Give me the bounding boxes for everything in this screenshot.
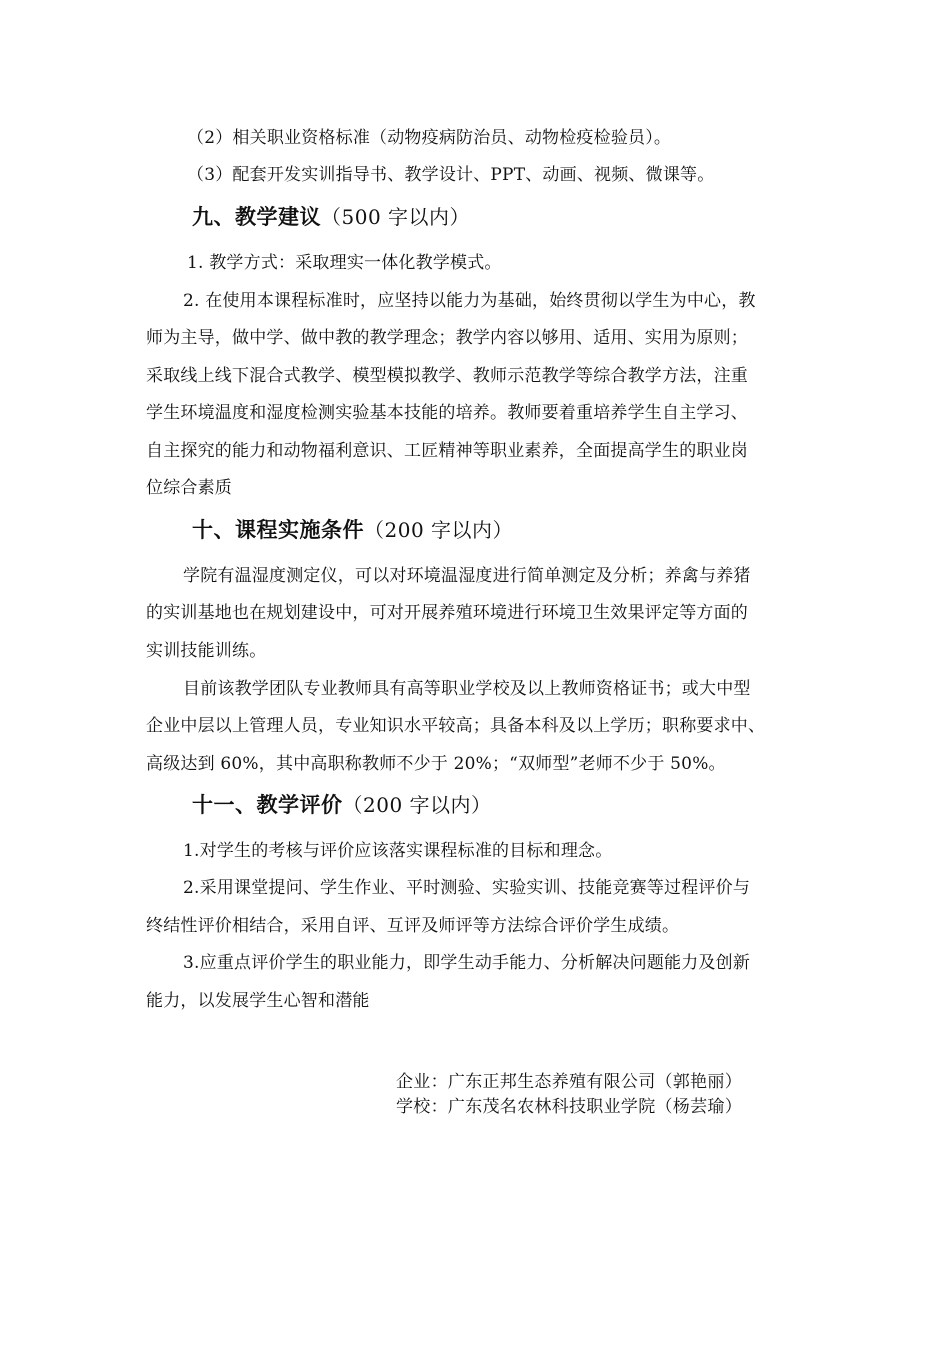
section9-paragraph-1: 1. 教学方式：采取理实一体化教学模式。 <box>187 253 502 273</box>
section8-item-2: （2）相关职业资格标准（动物疫病防治员、动物检疫检验员）。 <box>187 128 672 148</box>
section10-p1-line: 的实训基地也在规划建设中，可对开展养殖环境进行环境卫生效果评定等方面的 <box>146 603 748 623</box>
section9-heading <box>192 201 470 231</box>
section11-p2-line: 终结性评价相结合，采用自评、互评及师评等方法综合评价学生成绩。 <box>146 916 680 936</box>
section10-title: 十、课程实施条件 <box>192 517 364 542</box>
signature-school: 学校：广东茂名农林科技职业学院（杨芸瑜） <box>396 1097 742 1117</box>
section11-p3-line: 3.应重点评价学生的职业能力，即学生动手能力、分析解决问题能力及创新 <box>183 953 751 973</box>
section9-p2-line: 采取线上线下混合式教学、模型模拟教学、教师示范教学等综合教学方法，注重 <box>146 366 748 386</box>
section10-p2-line: 高级达到 60%，其中高职称教师不少于 20%；“双师型”老师不少于 50%。 <box>146 754 726 774</box>
section9-p2-line: 2. 在使用本课程标准时，应坚持以能力为基础，始终贯彻以学生为中心，教 <box>183 291 756 311</box>
section9-p2-line: 自主探究的能力和动物福利意识、工匠精神等职业素养，全面提高学生的职业岗 <box>146 441 748 461</box>
signature-enterprise: 企业：广东正邦生态养殖有限公司（郭艳丽） <box>396 1072 742 1092</box>
section11-p2-line: 2.采用课堂提问、学生作业、平时测验、实验实训、技能竞赛等过程评价与 <box>183 878 751 898</box>
section10-p1-line: 学院有温湿度测定仪，可以对环境温湿度进行简单测定及分析；养禽与养猪 <box>183 566 751 586</box>
section10-heading <box>192 514 513 544</box>
section9-title: 九、教学建议 <box>192 204 321 229</box>
section9-p2-line: 学生环境温度和湿度检测实验基本技能的培养。教师要着重培养学生自主学习、 <box>146 403 748 423</box>
section11-p3-line: 能力，以发展学生心智和潜能 <box>146 991 370 1011</box>
section8-item-3: （3）配套开发实训指导书、教学设计、PPT、动画、视频、微课等。 <box>187 165 715 185</box>
section9-p2-line: 位综合素质 <box>146 478 232 498</box>
section11-title: 十一、教学评价 <box>192 792 343 817</box>
section11-paragraph-1: 1.对学生的考核与评价应该落实课程标准的目标和理念。 <box>183 841 613 861</box>
section11-note: （200 字以内） <box>342 793 492 817</box>
section9-note: （500 字以内） <box>321 205 471 229</box>
section10-p2-line: 目前该教学团队专业教师具有高等职业学校及以上教师资格证书；或大中型 <box>183 679 751 699</box>
section10-note: （200 字以内） <box>364 518 514 542</box>
section11-heading <box>192 789 492 819</box>
section10-p1-line: 实训技能训练。 <box>146 641 267 661</box>
section10-p2-line: 企业中层以上管理人员，专业知识水平较高；具备本科及以上学历；职称要求中、 <box>146 716 766 736</box>
section9-p2-line: 师为主导，做中学、做中教的教学理念；教学内容以够用、适用、实用为原则； <box>146 328 748 348</box>
